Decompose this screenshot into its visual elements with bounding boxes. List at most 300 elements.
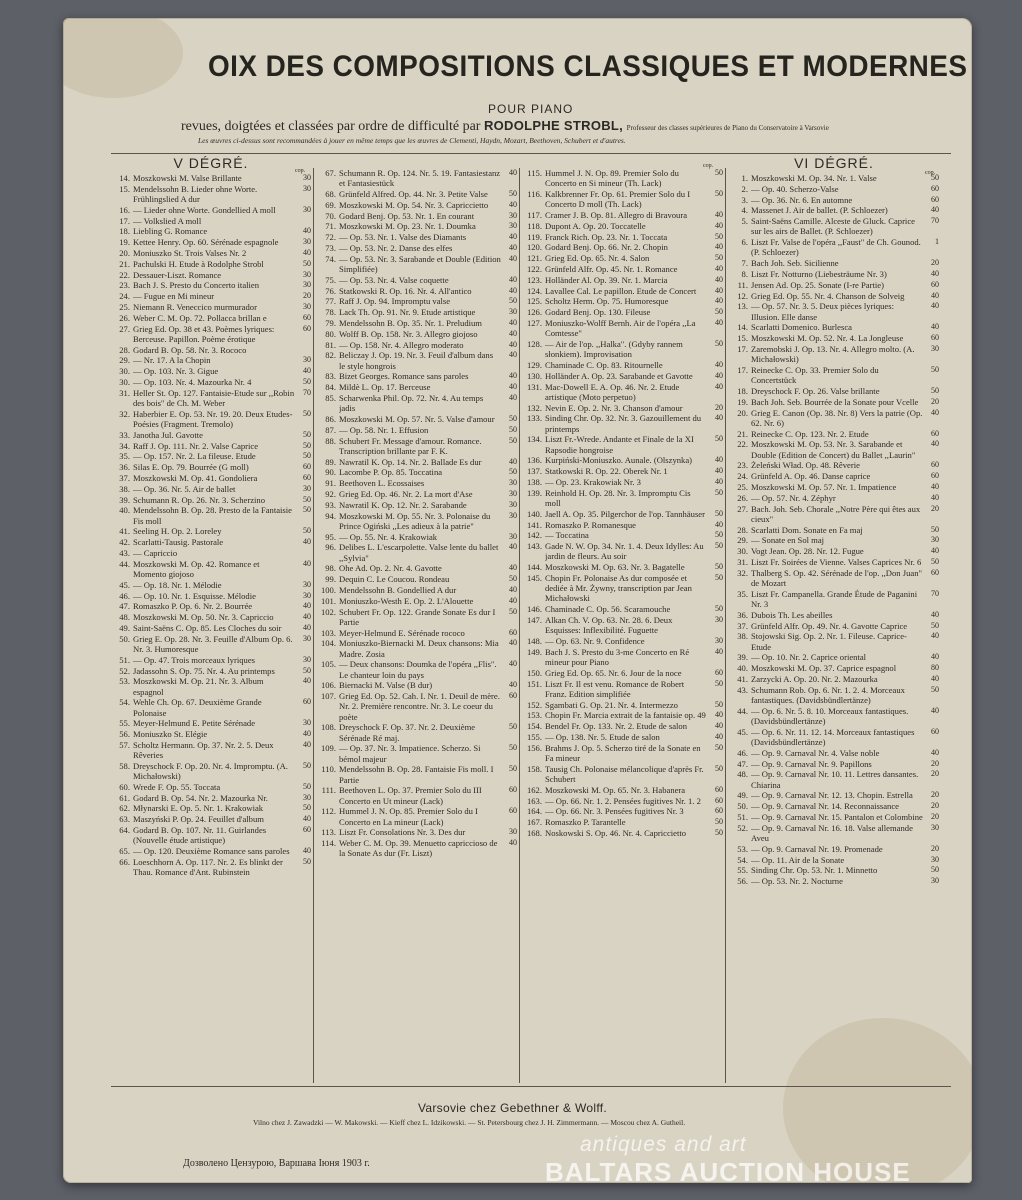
list-item <box>523 573 723 604</box>
entry-number: 138. <box>526 476 542 487</box>
entry-number: 20. <box>737 407 748 418</box>
entry-price: 40 <box>931 747 939 757</box>
entry-number: 55. <box>119 718 130 729</box>
list-item <box>729 333 939 343</box>
entry-number: 92. <box>325 488 336 499</box>
list-item <box>317 254 517 274</box>
list-item <box>111 462 311 472</box>
entry-title: Moszkowski M. Op. 37. Caprice espagnol <box>751 663 897 674</box>
entry-number: 52. <box>119 665 130 676</box>
entry-title: Noskowski S. Op. 46. Nr. 4. Capriccietto <box>545 827 687 838</box>
list-item <box>317 489 517 499</box>
list-item <box>111 205 311 215</box>
entry-price: 50 <box>509 606 517 616</box>
entry-title: Moszkowski M. Op. 57. Nr. 1. Impatience <box>751 481 897 492</box>
entry-price: 20 <box>931 758 939 768</box>
list-item <box>523 647 723 667</box>
entry-price: 40 <box>931 268 939 278</box>
list-item <box>317 511 517 531</box>
entry-price: 40 <box>303 814 311 824</box>
entry-price: 50 <box>303 505 311 515</box>
entry-price: 40 <box>303 537 311 547</box>
entry-title: Godard B. Op. 54. Nr. 2. Mazourka Nr. <box>133 792 268 803</box>
list-item <box>317 286 517 296</box>
entry-title: Pachulski H. Etude à Rodolphe Strobl <box>133 258 264 269</box>
list-item <box>317 457 517 467</box>
entry-title: Moszkowski M. Op. 41. Gondoliera <box>133 472 258 483</box>
entry-price: 50 <box>931 173 939 182</box>
entry-number: 156. <box>526 742 542 753</box>
entry-number: 57. <box>119 739 130 750</box>
entry-number: 75. <box>325 274 336 285</box>
entry-price: 60 <box>509 627 517 637</box>
entry-title: — Op. 103. Nr. 3. Gigue <box>133 366 219 377</box>
entry-price: 50 <box>509 743 517 753</box>
list-item <box>111 505 311 525</box>
entry-price: 70 <box>303 387 311 397</box>
entry-price: 30 <box>715 635 723 645</box>
entry-number: 20. <box>119 247 130 258</box>
entry-number: 120. <box>526 242 542 253</box>
entry-price: 50 <box>931 524 939 534</box>
entry-price: 20 <box>931 801 939 811</box>
entry-price: 50 <box>303 526 311 536</box>
entry-title: — Op. 53. Nr. 1. Valse des Diamants <box>339 232 467 243</box>
entry-title: Maszyński P. Op. 24. Feuillet d'album <box>133 814 264 825</box>
entry-title: Meyer-Helmund E. Petite Sérénade <box>133 718 256 729</box>
entry-title: Tausig Ch. Polonaise mélancolique d'après Fr. Schubert <box>545 763 704 784</box>
list-item <box>523 817 723 827</box>
entry-price: 40 <box>715 413 723 423</box>
entry-number: 107. <box>320 691 336 702</box>
entry-number: 26. <box>119 312 130 323</box>
entry-price: 60 <box>715 795 723 805</box>
entry-title: Statkowski R. Op. 16. Nr. 4. All'antico <box>339 285 472 296</box>
entry-number: 25. <box>737 481 748 492</box>
entry-number: 60. <box>119 781 130 792</box>
list-item <box>111 270 311 280</box>
entry-number: 126. <box>526 307 542 318</box>
list-item <box>317 628 517 638</box>
list-item <box>523 679 723 699</box>
entry-price: 40 <box>303 612 311 622</box>
entry-title: Godard B. Op. 58. Nr. 3. Rococo <box>133 344 247 355</box>
entry-number: 152. <box>526 699 542 710</box>
cop-label: cop. <box>925 170 936 176</box>
list-item <box>111 259 311 269</box>
entry-price: 50 <box>715 434 723 444</box>
list-item <box>729 504 939 524</box>
entry-number: 46. <box>737 747 748 758</box>
column-degree-5-c <box>523 168 723 839</box>
list-item <box>523 455 723 465</box>
entry-price: 50 <box>303 494 311 504</box>
list-item <box>523 286 723 296</box>
entry-title: Romaszko P. Op. 6. Nr. 2. Bourrée <box>133 601 253 612</box>
entry-title: — Capriccio <box>133 547 178 558</box>
list-item <box>523 828 723 838</box>
entry-price: 60 <box>715 667 723 677</box>
entry-price: 50 <box>303 803 311 813</box>
entry-title: — Op. 37. Nr. 3. Impatience. Scherzo. Si bémol majeur <box>339 743 481 764</box>
entry-title: Liszt Fr. Soirées de Vienne. Valses Caprices Nr. 6 <box>751 556 922 567</box>
list-item <box>111 248 311 258</box>
list-item <box>111 237 311 247</box>
list-item <box>317 806 517 826</box>
entry-number: 114. <box>321 838 336 849</box>
entry-title: Hummel J. N. Op. 89. Premier Solo du Concerto en Si mineur (Th. Lack) <box>545 168 679 189</box>
list-item <box>523 189 723 209</box>
entry-title: Grieg E. Canon (Op. 38. Nr. 8) Vers la patrie (Op. 62. Nr. 6) <box>751 407 923 428</box>
list-item <box>317 764 517 784</box>
entry-number: 168. <box>526 827 542 838</box>
entry-price: 40 <box>931 407 939 417</box>
list-item <box>111 548 311 558</box>
column-rule <box>313 168 314 1083</box>
entry-price: 50 <box>303 451 311 461</box>
entry-title: Raff J. Op. 111. Nr. 2. Valse Caprice <box>133 440 259 451</box>
entry-number: 21. <box>737 428 748 439</box>
entry-title: Godard Benj. Op. 53. Nr. 1. En courant <box>339 210 475 221</box>
entry-price: 40 <box>715 519 723 529</box>
entry-number: 51. <box>737 811 748 822</box>
entry-price: 40 <box>715 296 723 306</box>
entry-price: 40 <box>509 168 517 177</box>
list-item <box>523 318 723 338</box>
entry-price: 40 <box>509 659 517 669</box>
entry-number: 78. <box>325 307 336 318</box>
entry-price: 50 <box>509 296 517 306</box>
entry-number: 11. <box>737 279 748 290</box>
column-rule <box>519 168 520 1083</box>
list-item <box>111 216 311 226</box>
entry-price: 40 <box>931 492 939 502</box>
entry-number: 44. <box>119 558 130 569</box>
entry-price: 50 <box>931 556 939 566</box>
list-item <box>317 680 517 690</box>
entry-number: 32. <box>119 408 130 419</box>
entry-number: 113. <box>321 827 336 838</box>
editor-intro: revues, doigtées et classées par ordre de difficulté par <box>181 119 481 134</box>
list-item <box>111 740 311 760</box>
entry-price: 60 <box>715 784 723 794</box>
list-item <box>111 846 311 856</box>
entry-number: 125. <box>526 296 542 307</box>
entry-price: 30 <box>931 343 939 353</box>
list-item <box>523 785 723 795</box>
entry-title: Lacombe P. Op. 85. Toccatina <box>339 467 443 478</box>
entry-number: 62. <box>119 803 130 814</box>
entry-title: Nevin E. Op. 2. Nr. 3. Chanson d'amour <box>545 402 683 413</box>
entry-title: Dreyschock F. Op. 26. Valse brillante <box>751 385 880 396</box>
entry-number: 63. <box>119 814 130 825</box>
entry-price: 30 <box>931 876 939 886</box>
entry-price: 40 <box>303 846 311 856</box>
entry-title: Raff J. Op. 94. Impromptu valse <box>339 296 451 307</box>
entry-number: 49. <box>737 790 748 801</box>
entry-title: — Op. 55. Nr. 4. Krakowiak <box>339 531 438 542</box>
entry-price: 20 <box>931 503 939 513</box>
entry-price: 60 <box>931 471 939 481</box>
entry-number: 5. <box>741 216 748 227</box>
entry-title: Haberbier E. Op. 53. Nr. 19. 20. Deux Etudes-Poésies (Fragment. Tremolo) <box>133 408 293 429</box>
entry-number: 153. <box>526 710 542 721</box>
entry-price: 40 <box>715 731 723 741</box>
entry-price: 30 <box>303 483 311 493</box>
entry-number: 8. <box>741 268 748 279</box>
list-item <box>111 793 311 803</box>
list-item <box>111 803 311 813</box>
entry-number: 46. <box>119 590 130 601</box>
entry-list <box>523 168 723 838</box>
entry-price: 50 <box>509 722 517 732</box>
entry-title: — Volkslied A moll <box>133 215 202 226</box>
entry-list <box>111 173 311 877</box>
entry-title: — Op. 53. Nr. 4. Valse coquette <box>339 274 449 285</box>
entry-price: 40 <box>715 476 723 486</box>
entry-price: 50 <box>931 865 939 875</box>
entry-number: 54. <box>737 854 748 865</box>
entry-number: 65. <box>119 846 130 857</box>
entry-title: Mendelssohn B. Op. 28. Presto de la Fantaisie Fis moll <box>133 505 292 526</box>
entry-price: 40 <box>303 247 311 257</box>
entry-price: 60 <box>303 312 311 322</box>
entry-title: Moniuszko-Wolff Bernh. Air de l'opéra ,,La Comtesse" <box>545 317 696 339</box>
entry-title: Moszkowski M. Op. 50. Nr. 3. Capriccio <box>133 612 274 623</box>
entry-number: 76. <box>325 285 336 296</box>
entry-title: Moniuszko-Westh E. Op. 2. L'Alouette <box>339 595 474 606</box>
entry-number: 45. <box>119 579 130 590</box>
entry-price: 50 <box>715 231 723 241</box>
entry-price: 40 <box>303 739 311 749</box>
entry-title: Holländer Al. Op. 39. Nr. 1. Marcia <box>545 274 668 285</box>
entry-number: 72. <box>325 232 336 243</box>
entry-number: 24. <box>737 471 748 482</box>
list-item <box>729 610 939 620</box>
list-item <box>729 769 939 789</box>
entry-title: Wrede F. Op. 55. Toccata <box>133 781 221 792</box>
entry-price: 50 <box>303 408 311 418</box>
entry-title: Meyer-Helmund E. Sérénade rococo <box>339 627 465 638</box>
entry-price: 40 <box>509 317 517 327</box>
list-item <box>317 532 517 542</box>
entry-number: 50. <box>119 633 130 644</box>
entry-number: 164. <box>526 806 542 817</box>
entry-title: Bizet Georges. Romance sans paroles <box>339 371 469 382</box>
list-item <box>523 382 723 402</box>
list-item <box>729 525 939 535</box>
entry-title: Loeschhorn A. Op. 117. Nr. 2. Es blinkt der Thau. Romance d'Ant. Rubinstein <box>133 856 283 878</box>
entry-number: 132. <box>526 402 542 413</box>
entry-price: 40 <box>509 328 517 338</box>
list-item <box>729 727 939 747</box>
entry-number: 130. <box>526 370 542 381</box>
entry-price: 30 <box>931 854 939 864</box>
entry-title: — Fugue en Mi mineur <box>133 291 215 302</box>
list-item <box>523 721 723 731</box>
entry-price: 40 <box>715 220 723 230</box>
entry-title: — Op. 9. Carnaval Nr. 14. Reconnaissance <box>751 801 899 812</box>
header-divider <box>111 153 951 154</box>
entry-price: 40 <box>931 546 939 556</box>
entry-number: 77. <box>325 296 336 307</box>
entry-number: 25. <box>119 301 130 312</box>
entry-number: 48. <box>119 612 130 623</box>
list-item <box>729 801 939 811</box>
list-item <box>729 439 939 459</box>
entry-number: 106. <box>320 680 336 691</box>
entry-title: Dreyschock F. Op. 37. Nr. 2. Deuxième Sérénade Ré maj. <box>339 722 476 743</box>
entry-title: Kettee Henry. Op. 60. Sérénade espagnole <box>133 237 279 248</box>
entry-title: Statkowski R. Op. 22. Oberek Nr. 1 <box>545 466 668 477</box>
list-item <box>523 764 723 784</box>
list-item <box>729 823 939 843</box>
entry-price: 40 <box>509 838 517 848</box>
entry-price: 30 <box>509 531 517 541</box>
entry-number: 136. <box>526 455 542 466</box>
list-item <box>523 434 723 454</box>
entry-list <box>317 168 517 859</box>
entry-price: 60 <box>509 691 517 701</box>
list-item <box>523 232 723 242</box>
entry-number: 30. <box>119 376 130 387</box>
entry-title: Nawratil K. Op. 14. Nr. 2. Ballade Es dur <box>339 456 482 467</box>
entry-title: — Op. 47. Trois morceaux lyriques <box>133 654 255 665</box>
entry-price: 40 <box>509 253 517 263</box>
entry-title: Cramer J. B. Op. 81. Allegro di Bravoura <box>545 210 688 220</box>
entry-title: Jadassohn S. Op. 75. Nr. 4. Au printemps <box>133 665 275 676</box>
list-item <box>111 473 311 483</box>
entry-price: 60 <box>931 460 939 470</box>
entry-number: 17. <box>119 215 130 226</box>
entry-price: 40 <box>715 274 723 284</box>
entry-title: Jensen Ad. Op. 25. Sonate (I-re Partie) <box>751 279 884 290</box>
list-item <box>111 655 311 665</box>
list-item <box>317 393 517 413</box>
entry-number: 28. <box>119 344 130 355</box>
list-item <box>729 460 939 470</box>
footer-divider <box>111 1086 951 1087</box>
entry-title: Bach J. S. Presto du 3-me Concerto en Ré mineur pour Piano <box>545 646 690 667</box>
entry-number: 6. <box>741 237 748 248</box>
entry-price: 50 <box>509 413 517 423</box>
entry-price: 50 <box>509 189 517 198</box>
entry-number: 44. <box>737 705 748 716</box>
entry-number: 128. <box>526 338 542 349</box>
entry-price: 60 <box>931 279 939 289</box>
entry-number: 143. <box>526 541 542 552</box>
entry-title: — Op. 9. Carnaval Nr. 16. 18. Valse allemande Aveu <box>751 822 913 843</box>
entry-number: 80. <box>325 328 336 339</box>
entry-number: 37. <box>119 472 130 483</box>
entry-price: 20 <box>931 811 939 821</box>
entry-number: 56. <box>737 876 748 887</box>
entry-number: 102. <box>320 606 336 617</box>
entry-title: Nawratil K. Op. 12. Nr. 2. Sarabande <box>339 499 467 510</box>
entry-number: 41. <box>119 526 130 537</box>
entry-price: 40 <box>931 301 939 311</box>
entry-number: 39. <box>737 652 748 663</box>
entry-number: 121. <box>526 253 542 264</box>
entry-title: Moszkowski M. Op. 21. Nr. 3. Album espagnol <box>133 676 264 697</box>
entry-price: 60 <box>931 428 939 438</box>
entry-price: 50 <box>715 604 723 614</box>
entry-title: — Op. 9. Carnaval Nr. 4. Valse noble <box>751 747 880 758</box>
entry-number: 91. <box>325 478 336 489</box>
entry-title: Dreyschock F. Op. 20. Nr. 4. Impromptu. (A. Michałowski) <box>133 760 288 782</box>
entry-title: — Op. 9. Carnaval Nr. 12. 13. Chopin. Estrella <box>751 790 913 801</box>
list-item <box>317 243 517 253</box>
list-item <box>523 339 723 359</box>
entry-price: 50 <box>931 684 939 694</box>
entry-title: Młynarski E. Op. 5. Nr. 1. Krakowiak <box>133 803 264 814</box>
entry-number: 35. <box>119 451 130 462</box>
entry-title: Wolff B. Op. 158. Nr. 3. Allegro giojoso <box>339 328 478 339</box>
entry-title: Chopin Fr. Marcia extrait de la fantaisie op. 49 <box>545 710 706 721</box>
list-item <box>523 307 723 317</box>
entry-number: 17. <box>737 343 748 354</box>
list-item <box>317 436 517 456</box>
entry-price: 50 <box>715 817 723 827</box>
entry-price: 30 <box>509 488 517 498</box>
list-item <box>111 782 311 792</box>
entry-number: 150. <box>526 667 542 678</box>
list-item <box>111 580 311 590</box>
entry-number: 151. <box>526 678 542 689</box>
list-item <box>111 526 311 536</box>
list-item <box>317 275 517 285</box>
entry-title: Schumann R. Op. 124. Nr. 5. 19. Fantasiestanz et Fantasiestück <box>339 168 501 189</box>
entry-number: 15. <box>737 333 748 344</box>
entry-title: Moszkowski M. Op. 23. Nr. 1. Doumka <box>339 221 476 232</box>
list-item <box>523 604 723 614</box>
editor-name: RODOLPHE STROBL, <box>483 118 624 133</box>
list-item <box>729 408 939 428</box>
column-degree-5-b <box>317 168 517 859</box>
entry-price: 20 <box>931 843 939 853</box>
entry-price: 50 <box>303 258 311 268</box>
entry-title: Grieg Ed. Op. 55. Nr. 4. Chanson de Solveig <box>751 290 905 301</box>
entry-price: 50 <box>715 189 723 198</box>
list-item <box>317 500 517 510</box>
entry-price: 60 <box>931 726 939 736</box>
entry-price: 40 <box>509 392 517 402</box>
list-item <box>111 634 311 654</box>
list-item <box>729 876 939 886</box>
entry-price: 1 <box>935 237 939 247</box>
entry-price: 40 <box>303 729 311 739</box>
list-item <box>729 205 939 215</box>
entry-number: 124. <box>526 285 542 296</box>
entry-price: 40 <box>931 322 939 332</box>
entry-title: Dubois Th. Les abeilles <box>751 609 833 620</box>
entry-price: 50 <box>715 742 723 752</box>
entry-title: Moniuszko St. Elégie <box>133 729 208 740</box>
entry-number: 4. <box>741 205 748 216</box>
entry-number: 167. <box>526 817 542 828</box>
entry-number: 38. <box>119 483 130 494</box>
entry-number: 7. <box>741 258 748 269</box>
list-item <box>523 210 723 220</box>
paper-stain <box>63 18 183 98</box>
entry-price: 40 <box>715 710 723 720</box>
entry-number: 129. <box>526 359 542 370</box>
entry-price: 60 <box>303 323 311 333</box>
entry-price: 30 <box>715 614 723 624</box>
entry-price: 50 <box>715 253 723 263</box>
list-item <box>523 732 723 742</box>
list-item <box>523 253 723 263</box>
